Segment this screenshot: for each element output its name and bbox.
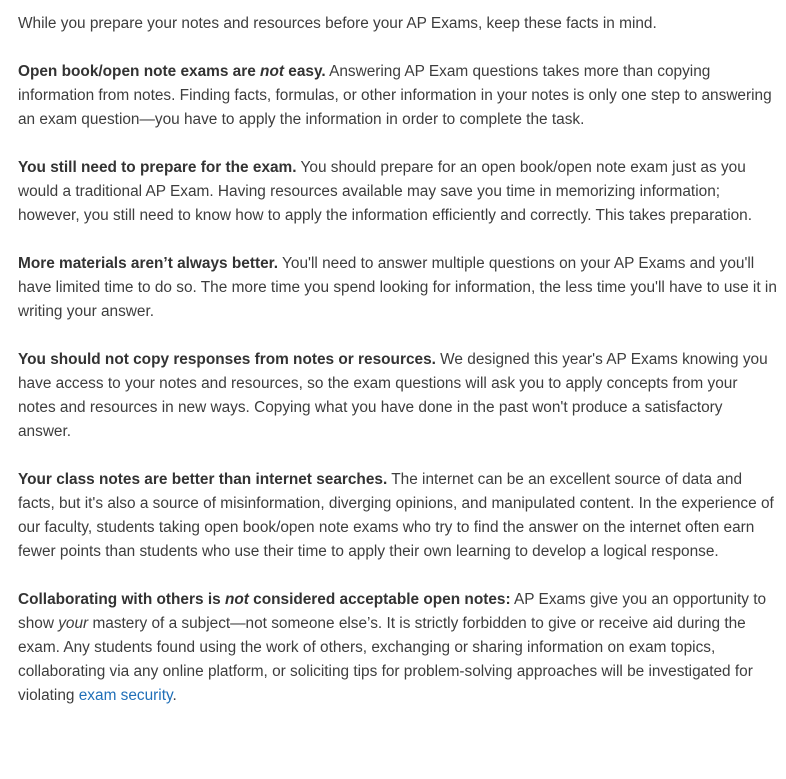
fact-body: We designed this year's AP Exams knowing you have access to your notes and resources, so the exam questions will ask you to apply concepts from your notes and resources in new ways. Copying what you have done in the past won't produce a satisfactory answer. bbox=[18, 351, 768, 440]
fact-heading: More materials aren’t always better. bbox=[18, 255, 279, 272]
fact-heading-emphasis: not bbox=[260, 63, 284, 80]
fact-body: AP Exams give you an opportunity to show bbox=[18, 591, 767, 632]
fact-heading bbox=[18, 63, 326, 80]
fact-body-emphasis: your bbox=[58, 615, 89, 632]
fact-still-prepare bbox=[18, 156, 778, 228]
fact-body-end: . bbox=[172, 687, 177, 704]
fact-body: You'll need to answer multiple questions on your AP Exams and you'll have limited time to do so. The more time you spend looking for information, the less time you'll have to use it in writing your answer. bbox=[18, 255, 777, 320]
intro-text: While you prepare your notes and resources before your AP Exams, keep these facts in mind. bbox=[18, 15, 657, 32]
fact-body: Answering AP Exam questions takes more than copying information from notes. Finding facts, formulas, or other information in your notes is only one step to answering an exam question—you have to apply the information in order to complete the task. bbox=[18, 63, 772, 128]
fact-open-book-not-easy bbox=[18, 60, 778, 132]
fact-body: The internet can be an excellent source of data and facts, but it's also a source of misinformation, diverging opinions, and manipulated content. In the experience of our faculty, students taking open book/open note exams who try to find the answer on the internet often earn fewer points than students who use their time to apply their own learning to develop a logical response. bbox=[18, 471, 774, 560]
fact-heading-emphasis: not bbox=[224, 591, 249, 608]
fact-heading: Your class notes are better than internet searches. bbox=[18, 471, 388, 488]
intro-paragraph bbox=[18, 12, 778, 36]
fact-heading-text-end: easy. bbox=[283, 63, 326, 80]
fact-class-notes-better bbox=[18, 468, 778, 564]
fact-heading bbox=[18, 591, 511, 608]
exam-security-link[interactable]: exam security bbox=[78, 687, 173, 704]
fact-heading-text: Open book/open note exams are bbox=[18, 63, 261, 80]
fact-heading: You should not copy responses from notes or resources. bbox=[18, 351, 436, 368]
fact-collaborating-not-acceptable bbox=[18, 588, 778, 708]
fact-do-not-copy bbox=[18, 348, 778, 444]
fact-body-continued: mastery of a subject—not someone else’s. It is strictly forbidden to give or receive aid during the exam. Any students found using the work of others, exchanging or sharing information on exam topics, collaborating via any online platform, or soliciting tips for problem-solving approaches will be investigated for violating bbox=[18, 615, 753, 704]
fact-heading-text-end: considered acceptable open notes: bbox=[248, 591, 511, 608]
fact-heading: You still need to prepare for the exam. bbox=[18, 159, 297, 176]
article-content bbox=[18, 12, 778, 732]
fact-body: You should prepare for an open book/open note exam just as you would a traditional AP Exam. Having resources available may save you time in memorizing information; however, you still need to know how to apply the information efficiently and correctly. This takes preparation. bbox=[18, 159, 753, 224]
fact-heading-text: Collaborating with others is bbox=[18, 591, 225, 608]
fact-more-materials bbox=[18, 252, 778, 324]
